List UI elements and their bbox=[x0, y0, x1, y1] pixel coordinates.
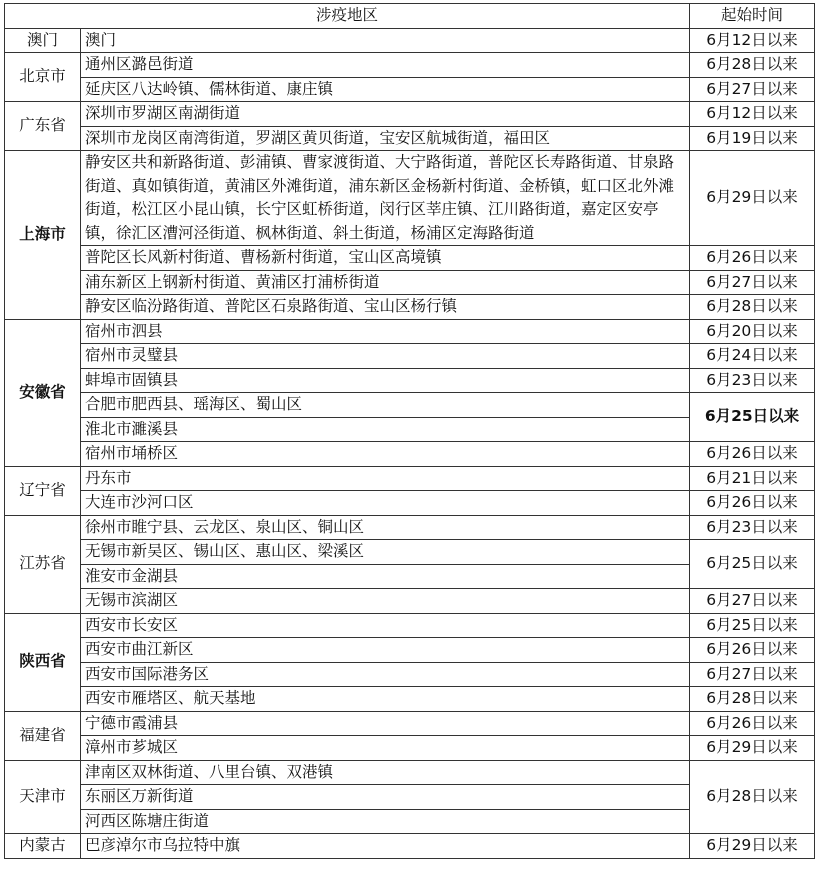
area-cell: 无锡市新吴区、锡山区、惠山区、梁溪区 bbox=[81, 540, 690, 565]
area-cell: 延庆区八达岭镇、儒林街道、康庄镇 bbox=[81, 77, 690, 102]
date-cell: 6月26日以来 bbox=[690, 711, 815, 736]
date-cell: 6月12日以来 bbox=[690, 28, 815, 53]
area-cell: 巴彦淖尔市乌拉特中旗 bbox=[81, 834, 690, 859]
area-cell: 宿州市泗县 bbox=[81, 319, 690, 344]
table-row bbox=[5, 270, 815, 295]
province-cell: 北京市 bbox=[5, 53, 81, 102]
epidemic-areas-table bbox=[4, 3, 815, 859]
area-cell: 宁德市霞浦县 bbox=[81, 711, 690, 736]
table-row bbox=[5, 834, 815, 859]
table-row bbox=[5, 393, 815, 418]
date-cell: 6月27日以来 bbox=[690, 77, 815, 102]
date-cell: 6月29日以来 bbox=[690, 736, 815, 761]
table-row bbox=[5, 442, 815, 467]
area-cell: 西安市曲江新区 bbox=[81, 638, 690, 663]
date-cell: 6月28日以来 bbox=[690, 760, 815, 834]
area-cell: 徐州市睢宁县、云龙区、泉山区、铜山区 bbox=[81, 515, 690, 540]
table-row bbox=[5, 344, 815, 369]
date-cell: 6月25日以来 bbox=[690, 540, 815, 589]
province-cell: 澳门 bbox=[5, 28, 81, 53]
area-cell: 深圳市罗湖区南湖街道 bbox=[81, 102, 690, 127]
table-row bbox=[5, 246, 815, 271]
area-cell: 蚌埠市固镇县 bbox=[81, 368, 690, 393]
date-cell: 6月12日以来 bbox=[690, 102, 815, 127]
table-row bbox=[5, 53, 815, 78]
area-cell: 西安市雁塔区、航天基地 bbox=[81, 687, 690, 712]
table-row bbox=[5, 662, 815, 687]
table-row bbox=[5, 687, 815, 712]
province-cell: 上海市 bbox=[5, 151, 81, 320]
province-cell: 内蒙古 bbox=[5, 834, 81, 859]
province-cell: 天津市 bbox=[5, 760, 81, 834]
date-cell: 6月20日以来 bbox=[690, 319, 815, 344]
date-cell: 6月29日以来 bbox=[690, 151, 815, 246]
table-row bbox=[5, 126, 815, 151]
table-row bbox=[5, 736, 815, 761]
area-cell: 西安市长安区 bbox=[81, 613, 690, 638]
area-cell: 合肥市肥西县、瑶海区、蜀山区 bbox=[81, 393, 690, 418]
date-cell: 6月25日以来 bbox=[690, 393, 815, 442]
province-cell: 江苏省 bbox=[5, 515, 81, 613]
area-cell: 漳州市芗城区 bbox=[81, 736, 690, 761]
table-row bbox=[5, 515, 815, 540]
date-cell: 6月24日以来 bbox=[690, 344, 815, 369]
area-cell: 东丽区万新街道 bbox=[81, 785, 690, 810]
date-cell: 6月23日以来 bbox=[690, 515, 815, 540]
date-cell: 6月26日以来 bbox=[690, 442, 815, 467]
area-cell: 西安市国际港务区 bbox=[81, 662, 690, 687]
area-cell: 深圳市龙岗区南湾街道，罗湖区黄贝街道，宝安区航城街道，福田区 bbox=[81, 126, 690, 151]
table-row bbox=[5, 102, 815, 127]
area-cell: 通州区潞邑街道 bbox=[81, 53, 690, 78]
area-cell: 浦东新区上钢新村街道、黄浦区打浦桥街道 bbox=[81, 270, 690, 295]
area-cell: 静安区共和新路街道、彭浦镇、曹家渡街道、大宁路街道，普陀区长寿路街道、甘泉路街道、真如镇街道，黄浦区外滩街道，浦东新区金杨新村街道、金桥镇，虹口区北外滩街道，松江区小昆山镇，长宁区虹桥街道，闵行区莘庄镇、江川路街道，嘉定区安亭镇，徐汇区漕河泾街道、枫林街道、斜土街道，杨浦区定海路街道 bbox=[81, 151, 690, 246]
area-cell: 无锡市滨湖区 bbox=[81, 589, 690, 614]
table-row bbox=[5, 295, 815, 320]
table-row bbox=[5, 589, 815, 614]
table-row bbox=[5, 760, 815, 785]
date-cell: 6月26日以来 bbox=[690, 491, 815, 516]
date-cell: 6月28日以来 bbox=[690, 687, 815, 712]
header-row bbox=[5, 4, 815, 29]
date-cell: 6月28日以来 bbox=[690, 53, 815, 78]
table-row bbox=[5, 711, 815, 736]
header-start-time: 起始时间 bbox=[690, 4, 815, 29]
date-cell: 6月28日以来 bbox=[690, 295, 815, 320]
area-cell: 津南区双林街道、八里台镇、双港镇 bbox=[81, 760, 690, 785]
area-cell: 淮北市濉溪县 bbox=[81, 417, 690, 442]
area-cell: 宿州市埇桥区 bbox=[81, 442, 690, 467]
area-cell: 宿州市灵璧县 bbox=[81, 344, 690, 369]
province-cell: 辽宁省 bbox=[5, 466, 81, 515]
date-cell: 6月27日以来 bbox=[690, 270, 815, 295]
area-cell: 河西区陈塘庄街道 bbox=[81, 809, 690, 834]
province-cell: 陕西省 bbox=[5, 613, 81, 711]
date-cell: 6月26日以来 bbox=[690, 246, 815, 271]
table-row bbox=[5, 77, 815, 102]
area-cell: 澳门 bbox=[81, 28, 690, 53]
table-row bbox=[5, 319, 815, 344]
area-cell: 静安区临汾路街道、普陀区石泉路街道、宝山区杨行镇 bbox=[81, 295, 690, 320]
header-area: 涉疫地区 bbox=[5, 4, 690, 29]
table-row bbox=[5, 368, 815, 393]
table-row bbox=[5, 151, 815, 246]
table-row bbox=[5, 491, 815, 516]
province-cell: 广东省 bbox=[5, 102, 81, 151]
province-cell: 安徽省 bbox=[5, 319, 81, 466]
table-row bbox=[5, 638, 815, 663]
area-cell: 丹东市 bbox=[81, 466, 690, 491]
date-cell: 6月19日以来 bbox=[690, 126, 815, 151]
date-cell: 6月26日以来 bbox=[690, 638, 815, 663]
date-cell: 6月27日以来 bbox=[690, 662, 815, 687]
table-row bbox=[5, 540, 815, 565]
date-cell: 6月29日以来 bbox=[690, 834, 815, 859]
area-cell: 大连市沙河口区 bbox=[81, 491, 690, 516]
area-cell: 淮安市金湖县 bbox=[81, 564, 690, 589]
table-body bbox=[5, 28, 815, 858]
date-cell: 6月23日以来 bbox=[690, 368, 815, 393]
table-row bbox=[5, 466, 815, 491]
date-cell: 6月21日以来 bbox=[690, 466, 815, 491]
date-cell: 6月25日以来 bbox=[690, 613, 815, 638]
table-row bbox=[5, 613, 815, 638]
date-cell: 6月27日以来 bbox=[690, 589, 815, 614]
province-cell: 福建省 bbox=[5, 711, 81, 760]
table-row bbox=[5, 28, 815, 53]
area-cell: 普陀区长风新村街道、曹杨新村街道，宝山区高境镇 bbox=[81, 246, 690, 271]
